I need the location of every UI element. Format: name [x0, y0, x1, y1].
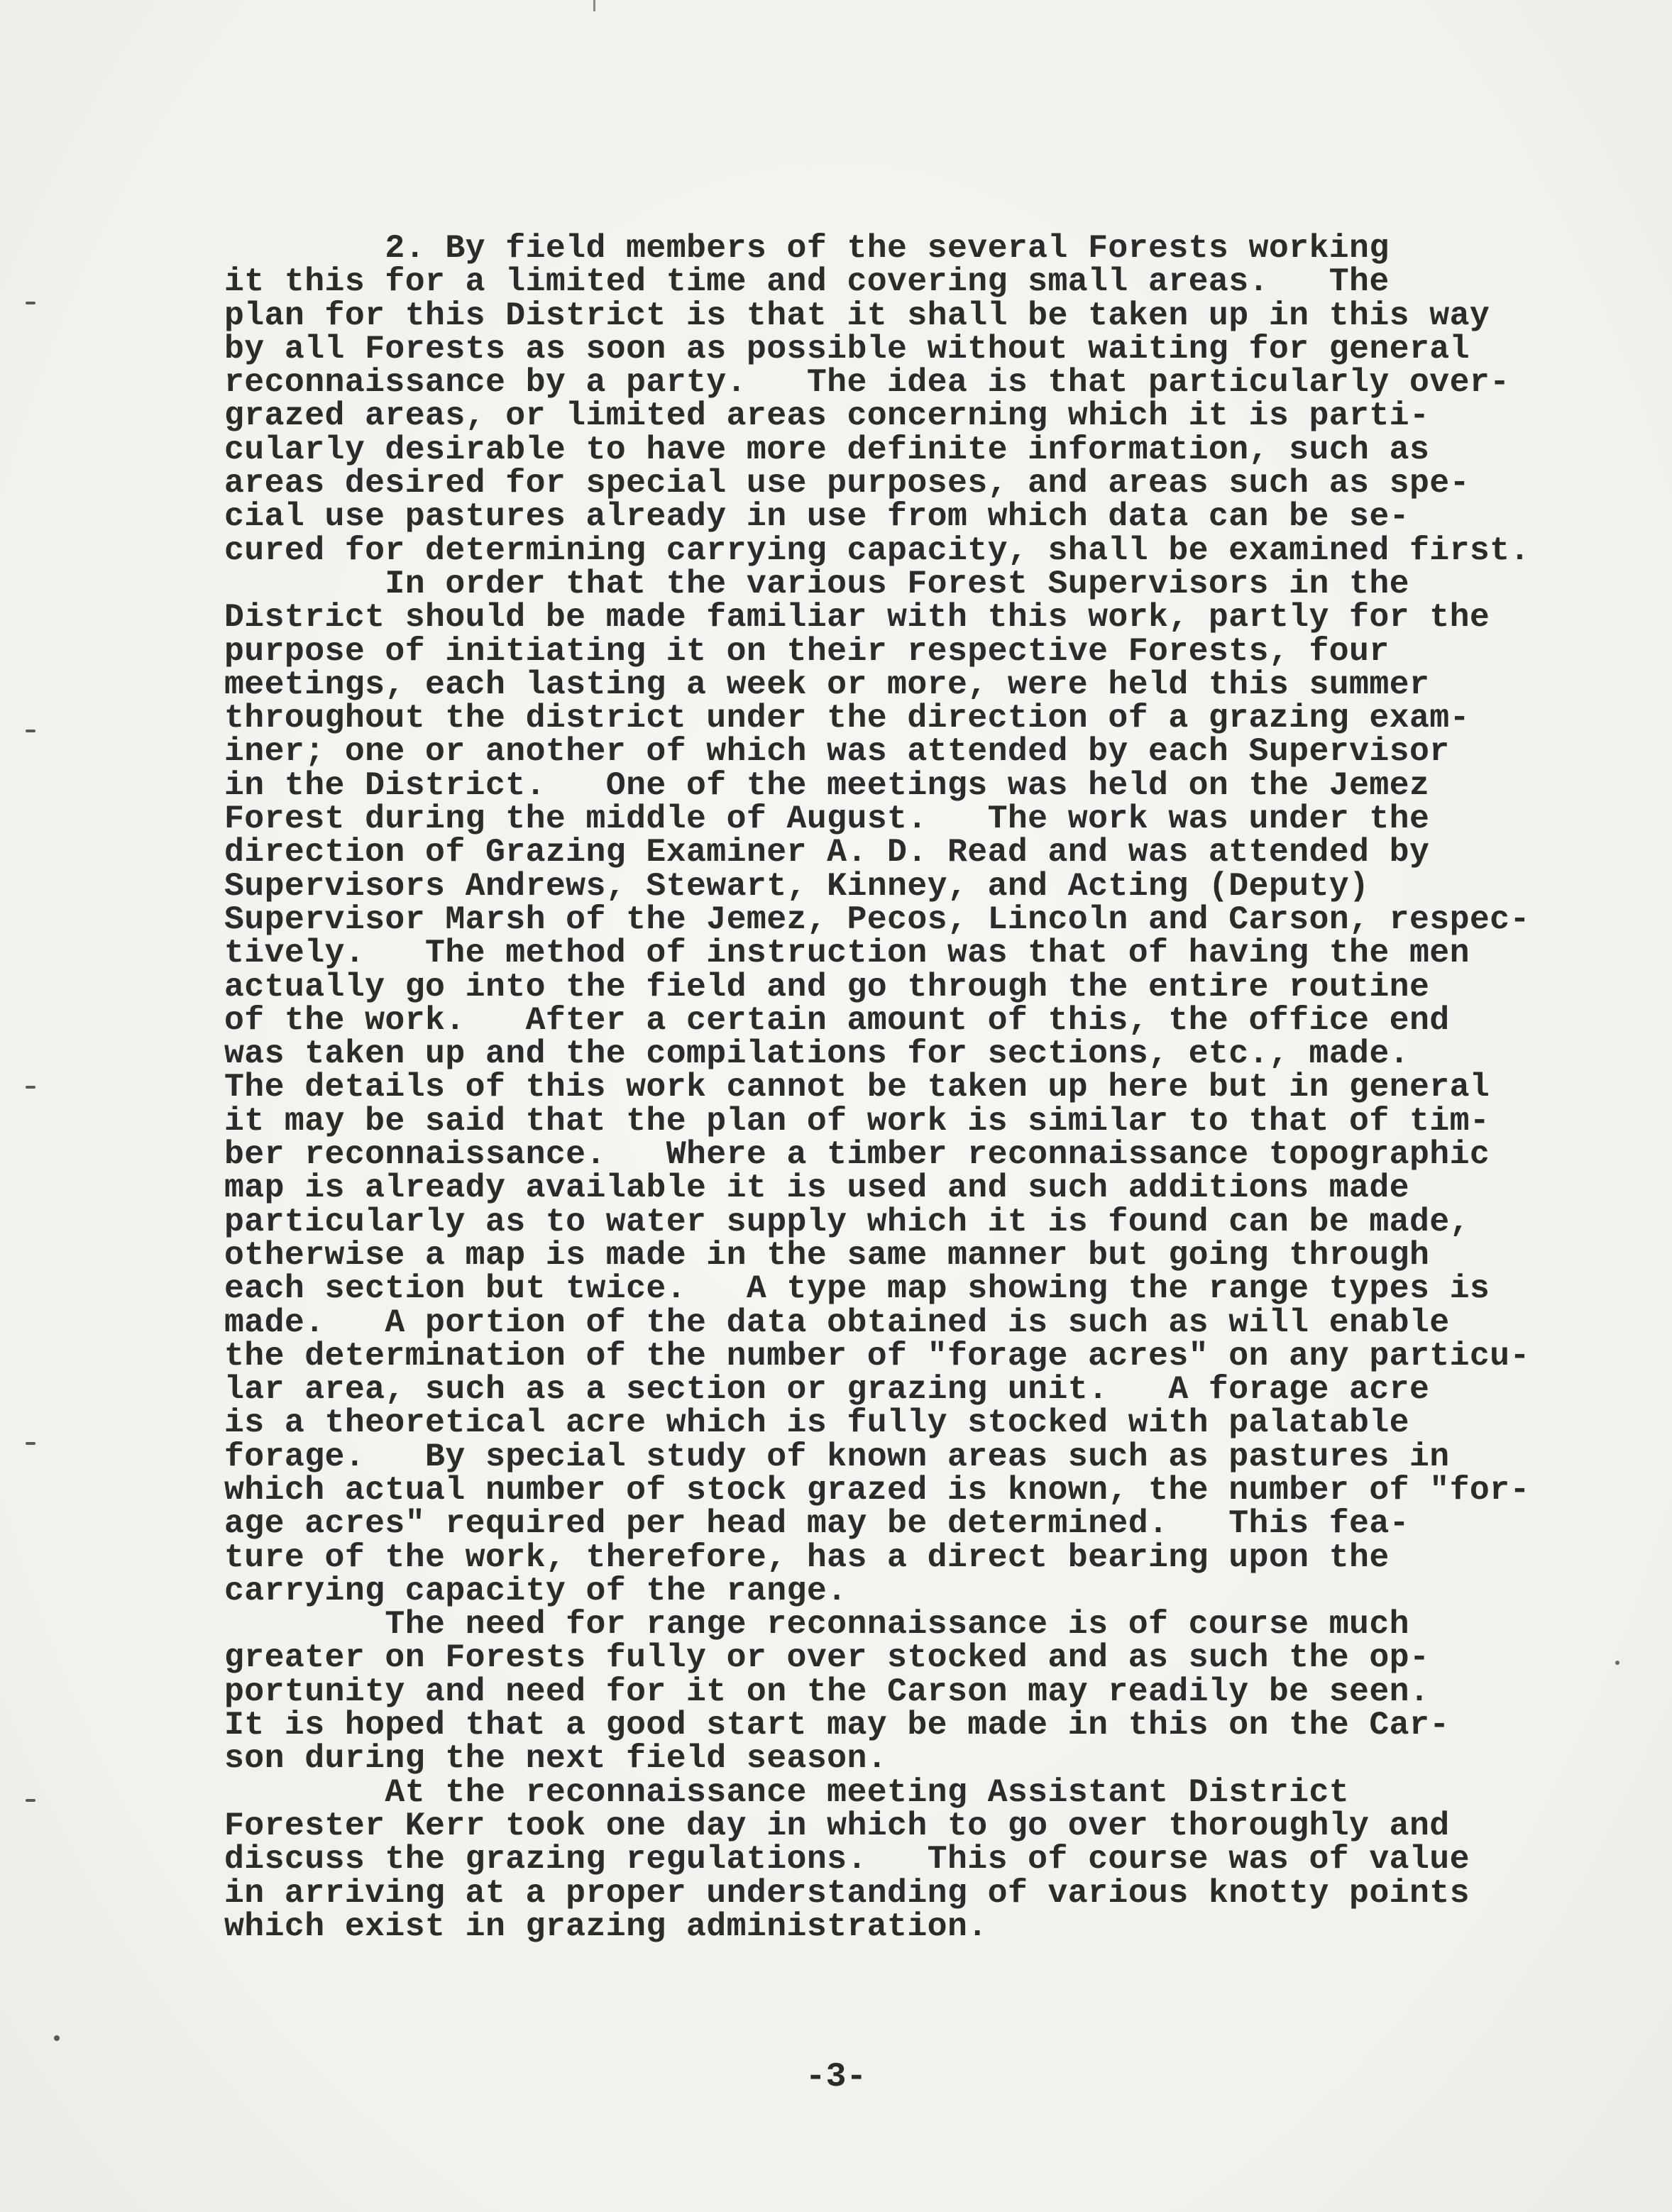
text-line: areas desired for special use purposes, and areas such as spe- [224, 464, 1470, 502]
text-line: map is already available it is used and such additions made [224, 1169, 1409, 1207]
text-line: was taken up and the compilations for sections, etc., made. [224, 1035, 1409, 1073]
text-line: grazed areas, or limited areas concerning which it is parti- [224, 397, 1430, 435]
text-line: made. A portion of the data obtained is such as will enable [224, 1303, 1450, 1341]
text-line: iner; one or another of which was attended by each Supervisor [224, 732, 1450, 771]
text-line: District should be made familiar with this work, partly for the [224, 598, 1490, 637]
text-line: ber reconnaissance. Where a timber reconnaissance topographic [224, 1135, 1490, 1174]
text-line: by all Forests as soon as possible without waiting for general [224, 329, 1470, 368]
text-line: greater on Forests fully or over stocked and as such the op- [224, 1639, 1430, 1677]
text-line: actually go into the field and go through the entire routine [224, 967, 1430, 1006]
margin-mark [26, 730, 35, 732]
text-line: discuss the grazing regulations. This of course was of value [224, 1840, 1470, 1878]
text-line: purpose of initiating it on their respective Forests, four [224, 632, 1390, 670]
margin-mark [26, 1442, 35, 1445]
text-line: throughout the district under the direction of a grazing exam- [224, 699, 1470, 737]
text-line: age acres" required per head may be determined. This fea- [224, 1504, 1409, 1543]
text-line: ture of the work, therefore, has a direct bearing upon the [224, 1538, 1390, 1576]
text-line: Forester Kerr took one day in which to go over thoroughly and [224, 1806, 1450, 1844]
text-line: plan for this District is that it shall be taken up in this way [224, 296, 1490, 334]
text-line: cularly desirable to have more definite information, such as [224, 430, 1430, 468]
text-line: The details of this work cannot be taken up here but in general [224, 1068, 1490, 1106]
text-line: which exist in grazing administration. [224, 1907, 988, 1945]
text-line: is a theoretical acre which is fully stocked with palatable [224, 1404, 1409, 1442]
text-line: in arriving at a proper understanding of various knotty points [224, 1873, 1470, 1912]
text-line: son during the next field season. [224, 1739, 888, 1778]
page-number: -3- [805, 2058, 867, 2096]
text-line: it this for a limited time and covering small areas. The [224, 263, 1390, 301]
text-line: particularly as to water supply which it is found can be made, [224, 1202, 1470, 1240]
margin-mark [26, 1086, 35, 1089]
text-line: reconnaissance by a party. The idea is that particularly over- [224, 363, 1510, 402]
text-line: Forest during the middle of August. The work was under the [224, 800, 1430, 838]
text-line: It is hoped that a good start may be made in this on the Car- [224, 1706, 1450, 1744]
text-line: meetings, each lasting a week or more, were held this summer [224, 665, 1430, 703]
typewritten-body [224, 231, 1637, 1943]
text-line: it may be said that the plan of work is similar to that of tim- [224, 1101, 1490, 1140]
text-line: In order that the various Forest Supervisors in the [224, 564, 1409, 602]
text-line: cured for determining carrying capacity, shall be examined first. [224, 531, 1530, 569]
text-line: Supervisors Andrews, Stewart, Kinney, and Acting (Deputy) [224, 866, 1370, 905]
text-line: The need for range reconnaissance is of course much [224, 1605, 1409, 1644]
text-line: of the work. After a certain amount of this, the office end [224, 1001, 1450, 1039]
text-line: carrying capacity of the range. [224, 1571, 847, 1610]
text-line: direction of Grazing Examiner A. D. Read and was attended by [224, 833, 1430, 871]
top-edge-mark [593, 0, 595, 11]
text-line: At the reconnaissance meeting Assistant District [224, 1773, 1350, 1811]
text-line: the determination of the number of "forage acres" on any particu- [224, 1336, 1530, 1375]
margin-dot [54, 2035, 60, 2041]
text-line: in the District. One of the meetings was held on the Jemez [224, 766, 1430, 804]
text-line: each section but twice. A type map showing the range types is [224, 1270, 1490, 1308]
text-line: tively. The method of instruction was that of having the men [224, 934, 1470, 972]
text-line: otherwise a map is made in the same manner but going through [224, 1236, 1430, 1274]
text-line: portunity and need for it on the Carson may readily be seen. [224, 1672, 1430, 1710]
text-line: which actual number of stock grazed is known, the number of "for- [224, 1470, 1530, 1509]
text-line: forage. By special study of known areas such as pastures in [224, 1437, 1450, 1475]
margin-mark [26, 302, 35, 304]
text-line: cial use pastures already in use from which data can be se- [224, 497, 1409, 536]
margin-mark [26, 1799, 35, 1802]
text-line: 2. By field members of the several Forests working [224, 229, 1390, 267]
text-line: lar area, such as a section or grazing unit. A forage acre [224, 1370, 1430, 1409]
text-line: Supervisor Marsh of the Jemez, Pecos, Lincoln and Carson, respec- [224, 900, 1530, 938]
